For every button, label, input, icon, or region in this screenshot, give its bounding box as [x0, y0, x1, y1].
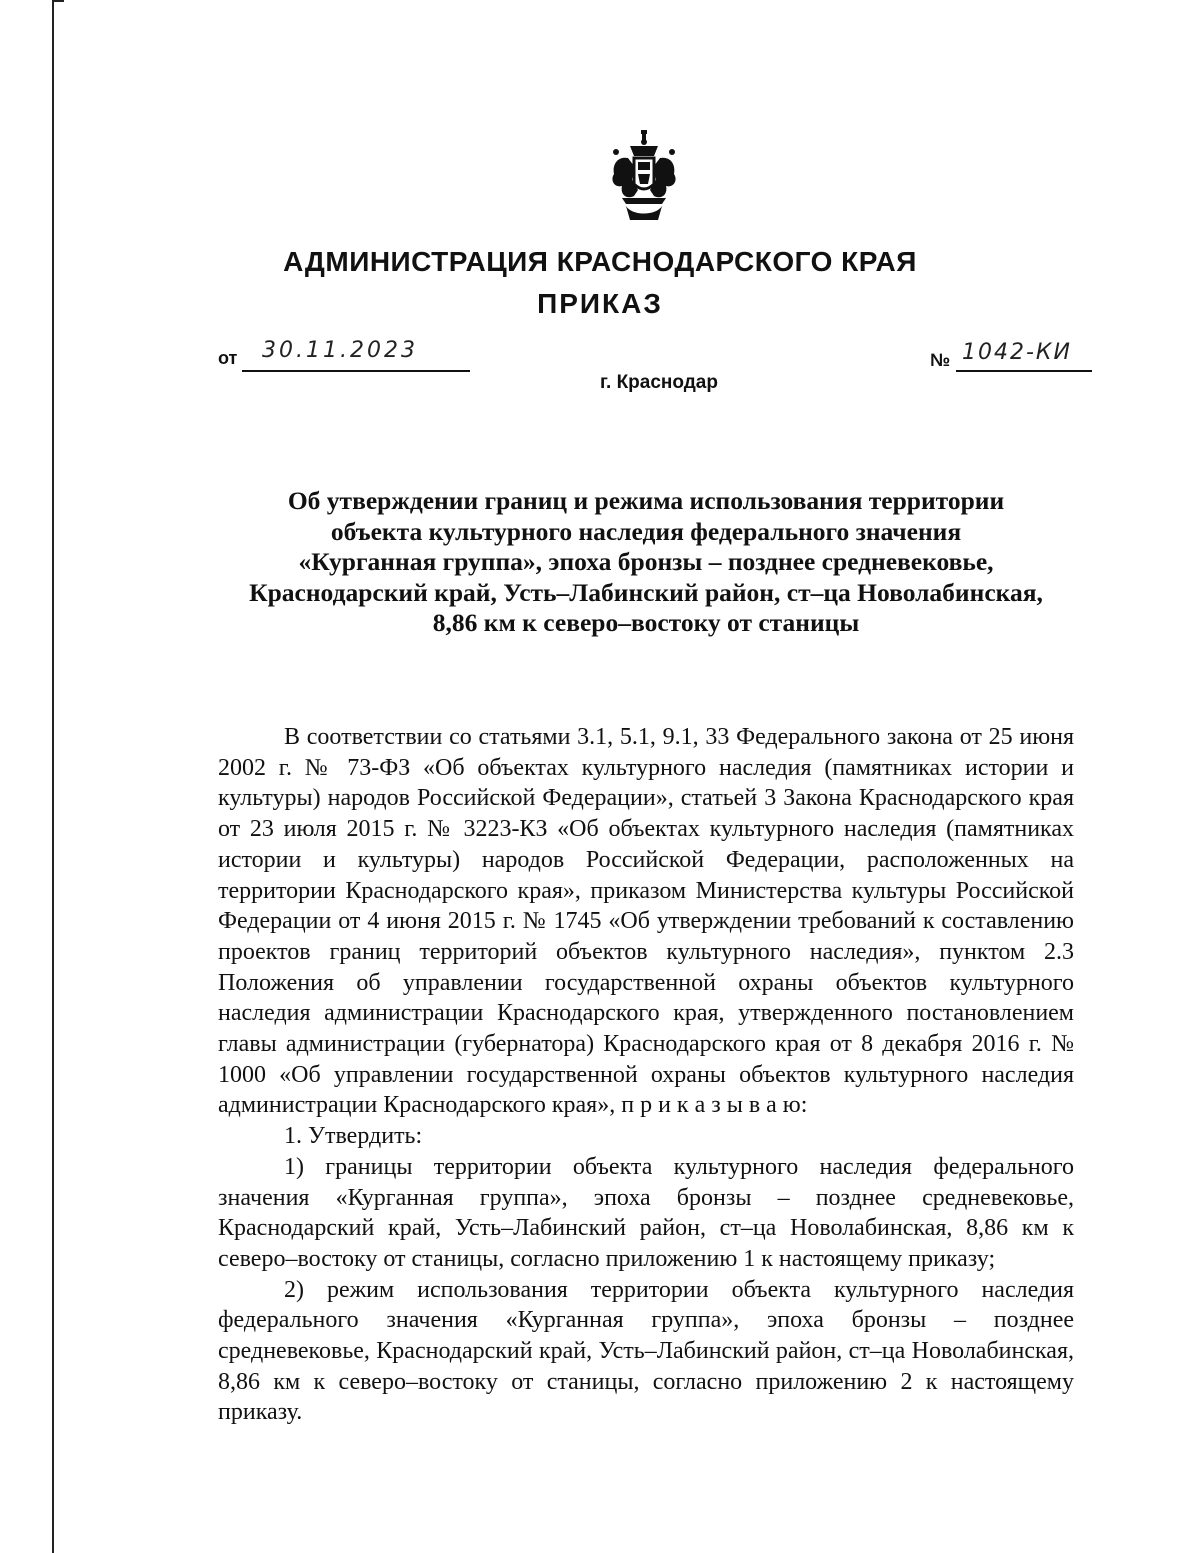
title-line: 8,86 км к северо–востоку от станицы	[432, 608, 860, 637]
document-type: ПРИКАЗ	[537, 288, 663, 319]
number-handwritten: 1042-КИ	[962, 340, 1073, 365]
title-line: Краснодарский край, Усть–Лабинский район, ст–ца Новолабинская,	[249, 577, 1043, 607]
title-line: объекта культурного наследия федерального значения	[330, 516, 962, 546]
item-1: 1. Утвердить:	[284, 1123, 423, 1150]
preamble-paragraph	[218, 722, 1074, 1121]
title-line: «Курганная группа», эпоха бронзы – позднее средневековье,	[298, 547, 994, 576]
date-handwritten: 30.11.2023	[262, 338, 418, 363]
scan-edge-corner	[52, 0, 64, 2]
krasnodar-coat-of-arms-icon	[608, 130, 680, 222]
scan-edge-line	[52, 0, 54, 1553]
document-body	[218, 722, 1074, 1428]
preamble-text: В соответствии со статьями 3.1, 5.1, 9.1, 33 Федерального закона от 25 июня 2002 г. № 73-ФЗ «Об объектах культурного наследия (памятниках истории и культуры) народов Российской Федерации», статьей 3 Закона Краснодарского края от 23 июля 2015 г. № 3223-КЗ «Об объектах культурного наследия (памятниках истории и культуры) народов Российской Федерации, расположенных на территории Краснодарского края», приказом Министерства культуры Российской Федерации от 4 июня 2015 г. № 1745 «Об утверждении требований к составлению проектов границ территорий объектов культурного наследия», пунктом 2.3 Положения об управлении государственной охраны объектов культурного наследия администрации Краснодарского края, утвержденного постановлением главы администрации (губернатора) Краснодарского края от 8 декабря 2016 г. № 1000 «Об управлении государственной охраны объектов культурного наследия администрации Краснодарского края»,	[218, 724, 1074, 1119]
title-line: Об утверждении границ и режима использования территории	[287, 486, 1005, 515]
order-phrase: п р и к а з ы в а ю:	[621, 1092, 808, 1119]
item-1-2: 2) режим использования территории объекта культурного наследия федерального значения «Курганная группа», эпоха бронзы – позднее средневековье, Краснодарский край, Усть–Лабинский район, ст–ца Новолабинская, 8,86 км к северо–востоку от станицы, согласно приложению 2 к настоящему приказу.	[218, 1276, 1074, 1426]
city: г. Краснодар	[600, 372, 718, 393]
organization-name: АДМИНИСТРАЦИЯ КРАСНОДАРСКОГО КРАЯ	[283, 246, 917, 277]
number-label: №	[930, 350, 951, 370]
document-title	[218, 486, 1074, 639]
item-1-1: 1) границы территории объекта культурного наследия федерального значения «Курганная группа», эпоха бронзы – позднее средневековье, Краснодарский край, Усть–Лабинский район, ст–ца Новолабинская, 8,86 км к северо–востоку от станицы, согласно приложению 1 к настоящему приказу;	[218, 1153, 1074, 1272]
date-label: от	[218, 348, 238, 368]
